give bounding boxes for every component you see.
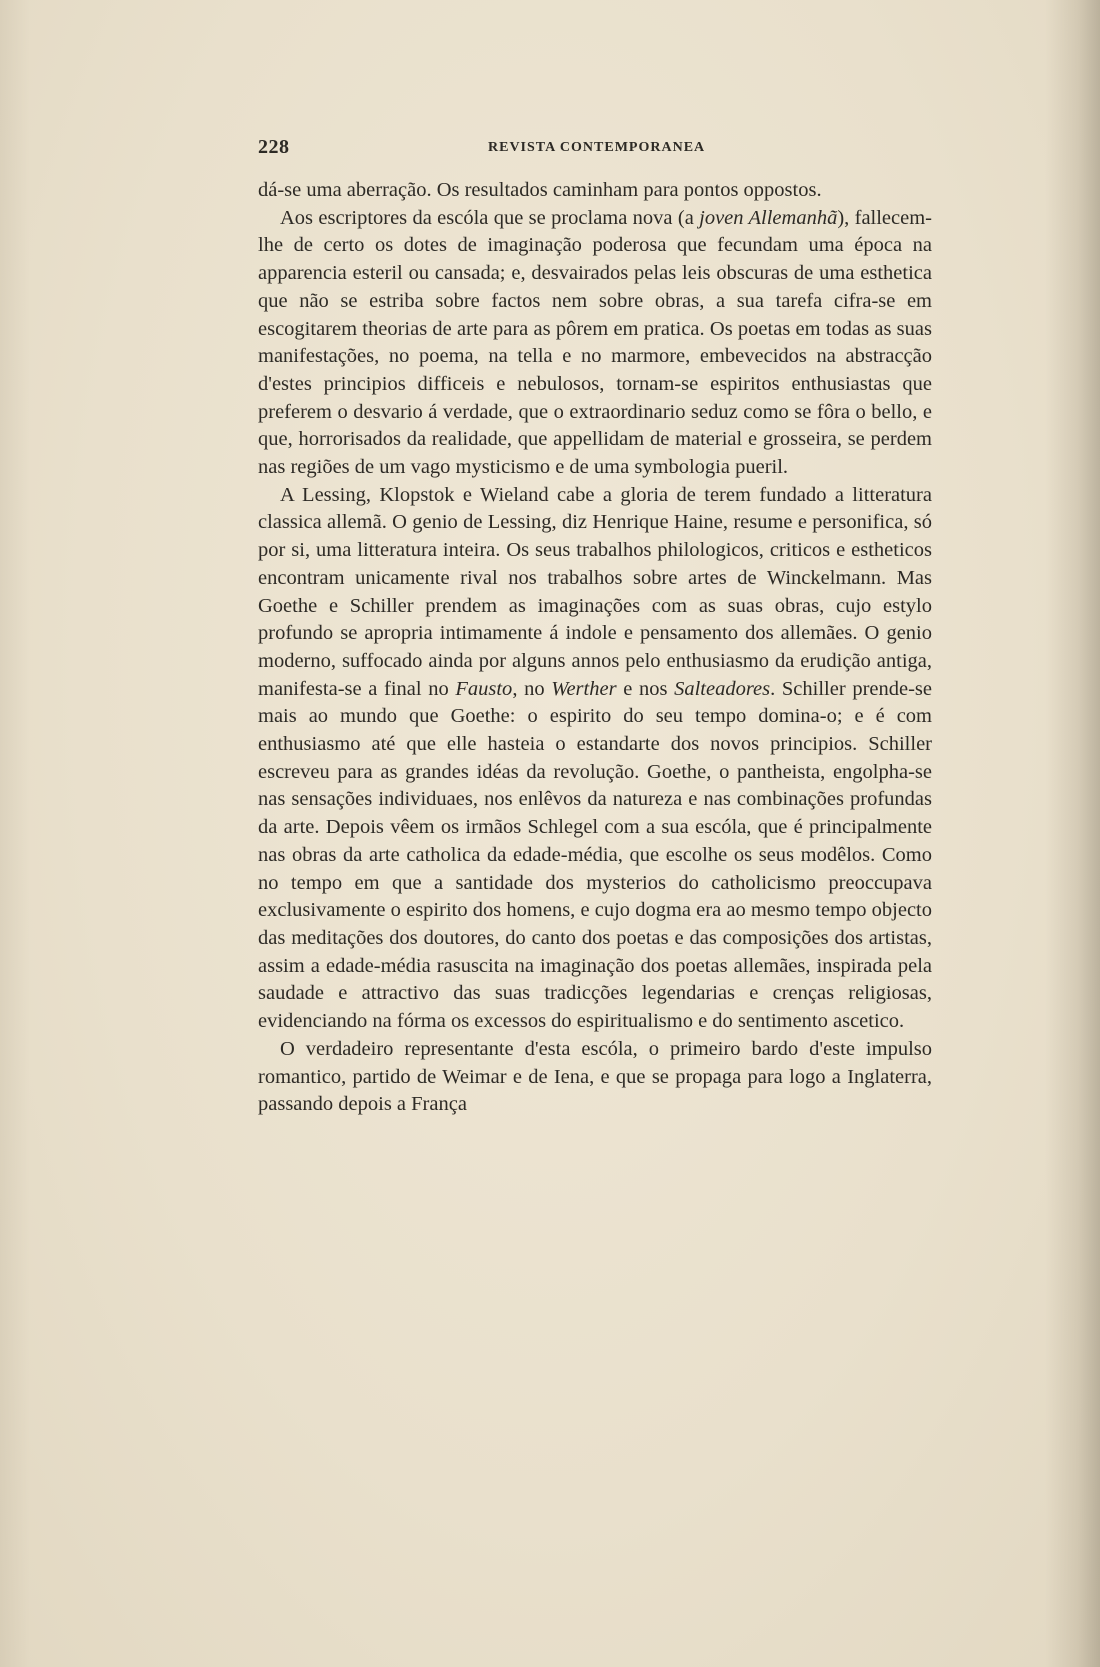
paragraph-3-italic-fausto: Fausto: [455, 677, 513, 700]
paragraph-3: [258, 482, 932, 1036]
paragraph-1: [258, 177, 932, 205]
body-text: [258, 177, 932, 1119]
page-edge-shadow: [1045, 0, 1100, 1667]
paragraph-4-text: O verdadeiro representante d'esta escóla, o primeiro bardo d'este impulso romantico, partido de Weimar e de Iena, e que se propaga para logo a Inglaterra, passando depois a França: [258, 1037, 932, 1116]
paragraph-4: [258, 1036, 932, 1119]
page-gutter-shade: [0, 0, 30, 1667]
paragraph-2-text-start: Aos escriptores da escóla que se proclama nova (a: [280, 206, 700, 229]
paragraph-2: [258, 205, 932, 482]
paragraph-3-text-end: . Schiller prende-se mais ao mundo que Goethe: o espirito do seu tempo domina-o; e é com enthusiasmo até que elle hasteia o estandarte dos novos principios. Schiller escreveu para as grandes idéas da revolução. Goethe, o pantheista, engolpha-se nas sensações individuaes, nos enlêvos da natureza e nas combinações profundas da arte. Depois vêem os irmãos Schlegel com a sua escóla, que é principalmente nas obras da arte catholica da edade-média, que escolhe os seus modêlos. Como no tempo em que a santidade dos mysterios do catholicismo preoccupava exclusivamente o espirito dos homens, e cujo dogma era ao mesmo tempo objecto das meditações dos doutores, do canto dos poetas e das composições dos artistas, assim a edade-média rasuscita na imaginação dos poetas allemães, inspirada pela saudade e attractivo das suas tradicções legendarias e crenças religiosas, evidenciando na fórma os excessos do espiritualismo e do sentimento ascetico.: [258, 677, 932, 1033]
page-number: 228: [258, 136, 290, 158]
paragraph-3-text-mid-2: e nos: [616, 677, 675, 700]
paragraph-3-italic-werther: Werther: [551, 677, 617, 700]
paragraph-1-text: dá-se uma aberração. Os resultados caminham para pontos oppostos.: [258, 179, 822, 201]
running-title: REVISTA CONTEMPORANEA: [488, 140, 706, 155]
paragraph-3-italic-salteadores: Salteadores: [674, 677, 771, 700]
paragraph-2-italic-term: joven Allemanhã: [699, 206, 838, 229]
paragraph-3-text-start: A Lessing, Klopstok e Wieland cabe a gloria de terem fundado a litteratura classica allemã. O genio de Lessing, diz Henrique Haine, resume e personifica, só por si, uma litteratura inteira. Os seus trabalhos philologicos, criticos e estheticos encontram unicamente rival nos trabalhos sobre artes de Winckelmann. Mas Goethe e Schiller prendem as imaginações com as suas obras, cujo estylo profundo se apropria intimamente á indole e pensamento dos allemães. O genio moderno, suffocado ainda por alguns annos pelo enthusiasmo da erudição antiga, manifesta-se a final no: [258, 483, 932, 700]
page-header: [258, 136, 933, 162]
paragraph-2-text-end: ), fallecem-lhe de certo os dotes de imaginação poderosa que fecundam uma época na apparencia esteril ou cansada; e, desvairados pelas leis obscuras de uma esthetica que não se estriba sobre factos nem sobre obras, a sua tarefa cifra-se em escogitarem theorias de arte para as pôrem em pratica. Os poetas em todas as suas manifestações, no poema, na tella e no marmore, embevecidos na abstracção d'estes principios difficeis e nebulosos, tornam-se espiritos enthusiastas que preferem o desvario á verdade, que o extraordinario seduz como se fôra o bello, e que, horrorisados da realidade, que appellidam de material e grosseira, se perdem nas regiões de um vago mysticismo e de uma symbologia pueril.: [258, 206, 933, 479]
paragraph-3-text-mid-1: , no: [512, 677, 552, 700]
